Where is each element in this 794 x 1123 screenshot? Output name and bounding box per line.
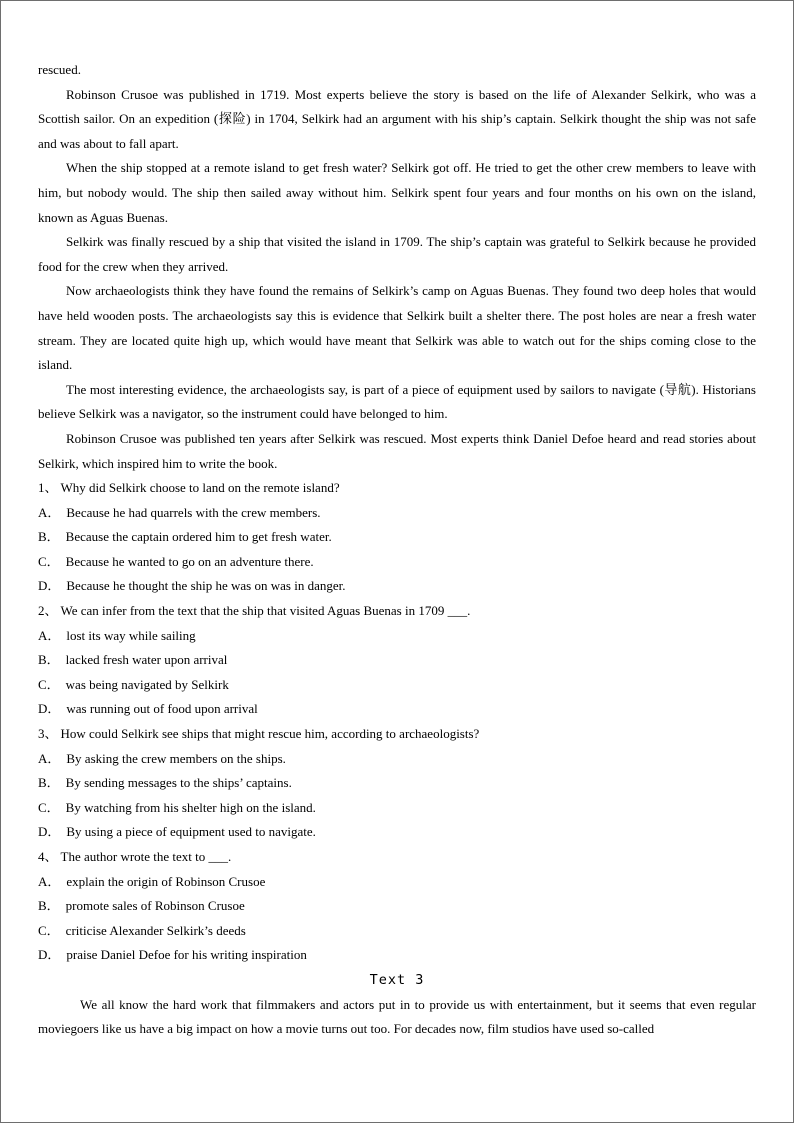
question-number: 2、 (38, 603, 58, 619)
question-3-option-d (38, 820, 756, 845)
option-text: criticise Alexander Selkirk’s deeds (65, 922, 246, 938)
option-text: Because he had quarrels with the crew members. (66, 504, 321, 520)
question-2-option-b (38, 648, 756, 673)
section-heading-text3: Text 3 (369, 971, 425, 988)
question-1-stem (38, 476, 756, 501)
question-1-option-d (38, 574, 756, 599)
option-label: D． (38, 947, 61, 963)
article-paragraph: The most interesting evidence, the archaeologists say, is part of a piece of equipment used by sailors to navigate (导航). Historians believe Selkirk was a navigator, so the instrument could have belonged to him. (38, 381, 756, 422)
question-3-option-a (38, 747, 756, 772)
question-2-option-c (38, 673, 756, 698)
next-section-paragraph: We all know the hard work that filmmakers and actors put in to provide us with entertainment, but it seems that even regular moviegoers like us have a big impact on how a movie turns out too. For decades now, film studios have used so-called (38, 996, 756, 1037)
question-3-stem (38, 722, 756, 747)
article-paragraph: Robinson Crusoe was published in 1719. Most experts believe the story is based on the life of Alexander Selkirk, who was a Scottish sailor. On an expedition (探险) in 1704, Selkirk had an argument with his ship’s captain. Selkirk thought the ship was not safe and was about to fall apart. (38, 86, 756, 151)
option-text: Because he thought the ship he was on was in danger. (66, 578, 346, 594)
question-1-option-c (38, 550, 756, 575)
option-label: C． (38, 553, 60, 569)
article-paragraph: Selkirk was finally rescued by a ship that visited the island in 1709. The ship’s captain was grateful to Selkirk because he provided food for the crew when they arrived. (38, 234, 756, 274)
questions-section (38, 476, 756, 968)
question-number: 4、 (38, 849, 58, 864)
question-3-option-b (38, 771, 756, 796)
question-1-option-b (38, 525, 756, 550)
option-label: C． (38, 676, 60, 692)
option-text: was being navigated by Selkirk (65, 676, 229, 692)
question-2-option-a (38, 624, 756, 649)
option-label: A． (38, 627, 61, 643)
option-label: A． (38, 504, 61, 520)
article-paragraph: Now archaeologists think they have found the remains of Selkirk’s camp on Aguas Buenas. They found two deep holes that would have held wooden posts. The archaeologists say this is evidence that Selkirk built a shelter there. The post holes are near a fresh water stream. They are located quite high up, which would have meant that Selkirk was able to watch out for the ships coming close to the island. (38, 283, 756, 373)
question-4-option-c (38, 919, 756, 944)
question-number: 1、 (38, 480, 58, 496)
option-text: was running out of food upon arrival (66, 701, 258, 717)
option-text: explain the origin of Robinson Crusoe (66, 873, 266, 889)
question-text: We can infer from the text that the ship that visited Aguas Buenas in 1709 ___. (60, 603, 471, 619)
option-text: lost its way while sailing (66, 627, 196, 643)
option-label: A． (38, 750, 61, 766)
question-4-stem (38, 845, 756, 870)
question-4-option-d (38, 943, 756, 968)
article-body (38, 58, 756, 476)
option-label: C． (38, 922, 60, 938)
question-3-option-c (38, 796, 756, 821)
option-text: praise Daniel Defoe for his writing inspiration (66, 947, 307, 963)
option-label: C． (38, 799, 60, 815)
option-label: B． (38, 529, 60, 545)
option-text: promote sales of Robinson Crusoe (65, 898, 245, 914)
option-label: D． (38, 578, 61, 594)
question-text: The author wrote the text to ___. (60, 849, 232, 864)
option-text: Because he wanted to go on an adventure there. (65, 553, 314, 569)
option-label: D． (38, 824, 61, 840)
article-paragraph: Robinson Crusoe was published ten years after Selkirk was rescued. Most experts think Daniel Defoe heard and read stories about Selkirk, which inspired him to write the book. (38, 430, 756, 471)
option-text: By watching from his shelter high on the island. (65, 799, 316, 815)
question-1-option-a (38, 501, 756, 526)
question-text: Why did Selkirk choose to land on the remote island? (60, 480, 340, 496)
article-paragraph: When the ship stopped at a remote island to get fresh water? Selkirk got off. He tried to get the other crew members to leave with him, but nobody would. The ship then sailed away without him. Selkirk spent four years and four months on his own on the island, known as Aguas Buenas. (38, 160, 756, 225)
question-4-option-b (38, 894, 756, 919)
option-label: A． (38, 873, 61, 889)
option-text: By sending messages to the ships’ captains. (65, 775, 292, 791)
option-text: By asking the crew members on the ships. (66, 750, 286, 766)
option-label: D． (38, 701, 61, 717)
question-2-option-d (38, 697, 756, 722)
question-2-stem (38, 599, 756, 624)
option-label: B． (38, 898, 60, 914)
question-4-option-a (38, 870, 756, 895)
option-text: Because the captain ordered him to get fresh water. (65, 529, 332, 545)
paragraph-continuation: rescued. (38, 62, 81, 77)
option-text: By using a piece of equipment used to navigate. (66, 824, 316, 840)
question-number: 3、 (38, 726, 58, 742)
option-label: B． (38, 652, 60, 668)
option-text: lacked fresh water upon arrival (65, 652, 228, 668)
question-text: How could Selkirk see ships that might rescue him, according to archaeologists? (60, 726, 480, 742)
option-label: B． (38, 775, 60, 791)
